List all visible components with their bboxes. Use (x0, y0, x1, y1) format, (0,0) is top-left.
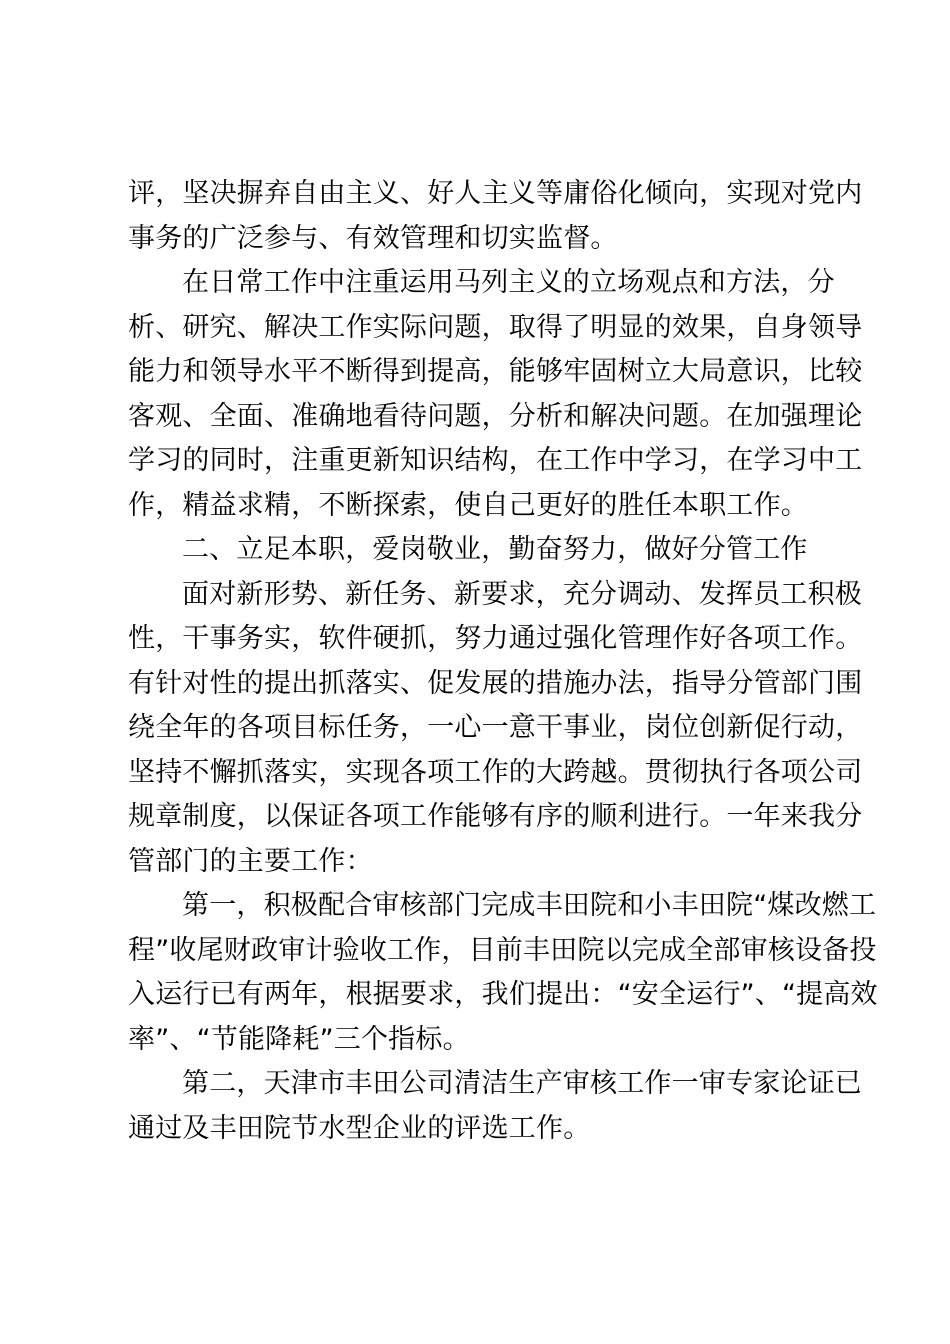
text-line: 作，精益求精，不断探索，使自己更好的胜任本职工作。 (128, 489, 808, 521)
paragraph-first-line: 第二，天津市丰田公司清洁生产审核工作一审专家论证已 (182, 1068, 862, 1099)
text-line: 入运行已有两年，根据要求，我们提出：“安全运行”、“提高效 (128, 979, 878, 1010)
text-line: 坚持不懈抓落实，实现各项工作的大跨越。贯彻执行各项公司 (128, 756, 863, 788)
paragraph-first-line: 面对新形势、新任务、新要求，充分调动、发挥员工积极 (182, 578, 862, 610)
text-line: 率”、“节能降耗”三个指标。 (128, 1023, 470, 1055)
text-line: 事务的广泛参与、有效管理和切实监督。 (128, 222, 618, 254)
document-body (128, 172, 878, 1151)
text-line: 能力和领导水平不断得到提高，能够牢固树立大局意识，比较 (128, 356, 863, 387)
text-line: 管部门的主要工作： (128, 845, 373, 877)
text-line: 客观、全面、准确地看待问题，分析和解决问题。在加强理论 (128, 400, 863, 432)
text-line: 程”收尾财政审计验收工作，目前丰田院以完成全部审核设备投 (128, 934, 877, 966)
paragraph-first-line: 在日常工作中注重运用马列主义的立场观点和方法，分 (182, 267, 835, 298)
text-line: 规章制度，以保证各项工作能够有序的顺利进行。一年来我分 (128, 801, 863, 832)
text-line: 学习的同时，注重更新知识结构，在工作中学习，在学习中工 (128, 445, 863, 476)
section-heading: 二、立足本职，爱岗敬业，勤奋努力，做好分管工作 (182, 534, 808, 565)
text-line: 绕全年的各项目标任务，一心一意干事业，岗位创新促行动， (128, 712, 863, 743)
text-line: 评，坚决摒弃自由主义、好人主义等庸俗化倾向，实现对党内 (128, 178, 863, 209)
text-line: 析、研究、解决工作实际问题，取得了明显的效果，自身领导 (128, 311, 863, 343)
text-line: 有针对性的提出抓落实、促发展的措施办法，指导分管部门围 (128, 667, 863, 699)
text-line: 通过及丰田院节水型企业的评选工作。 (128, 1112, 591, 1144)
paragraph-first-line: 第一，积极配合审核部门完成丰田院和小丰田院“煤改燃工 (182, 890, 877, 921)
text-line: 性，干事务实，软件硬抓，努力通过强化管理作好各项工作。 (128, 623, 863, 654)
